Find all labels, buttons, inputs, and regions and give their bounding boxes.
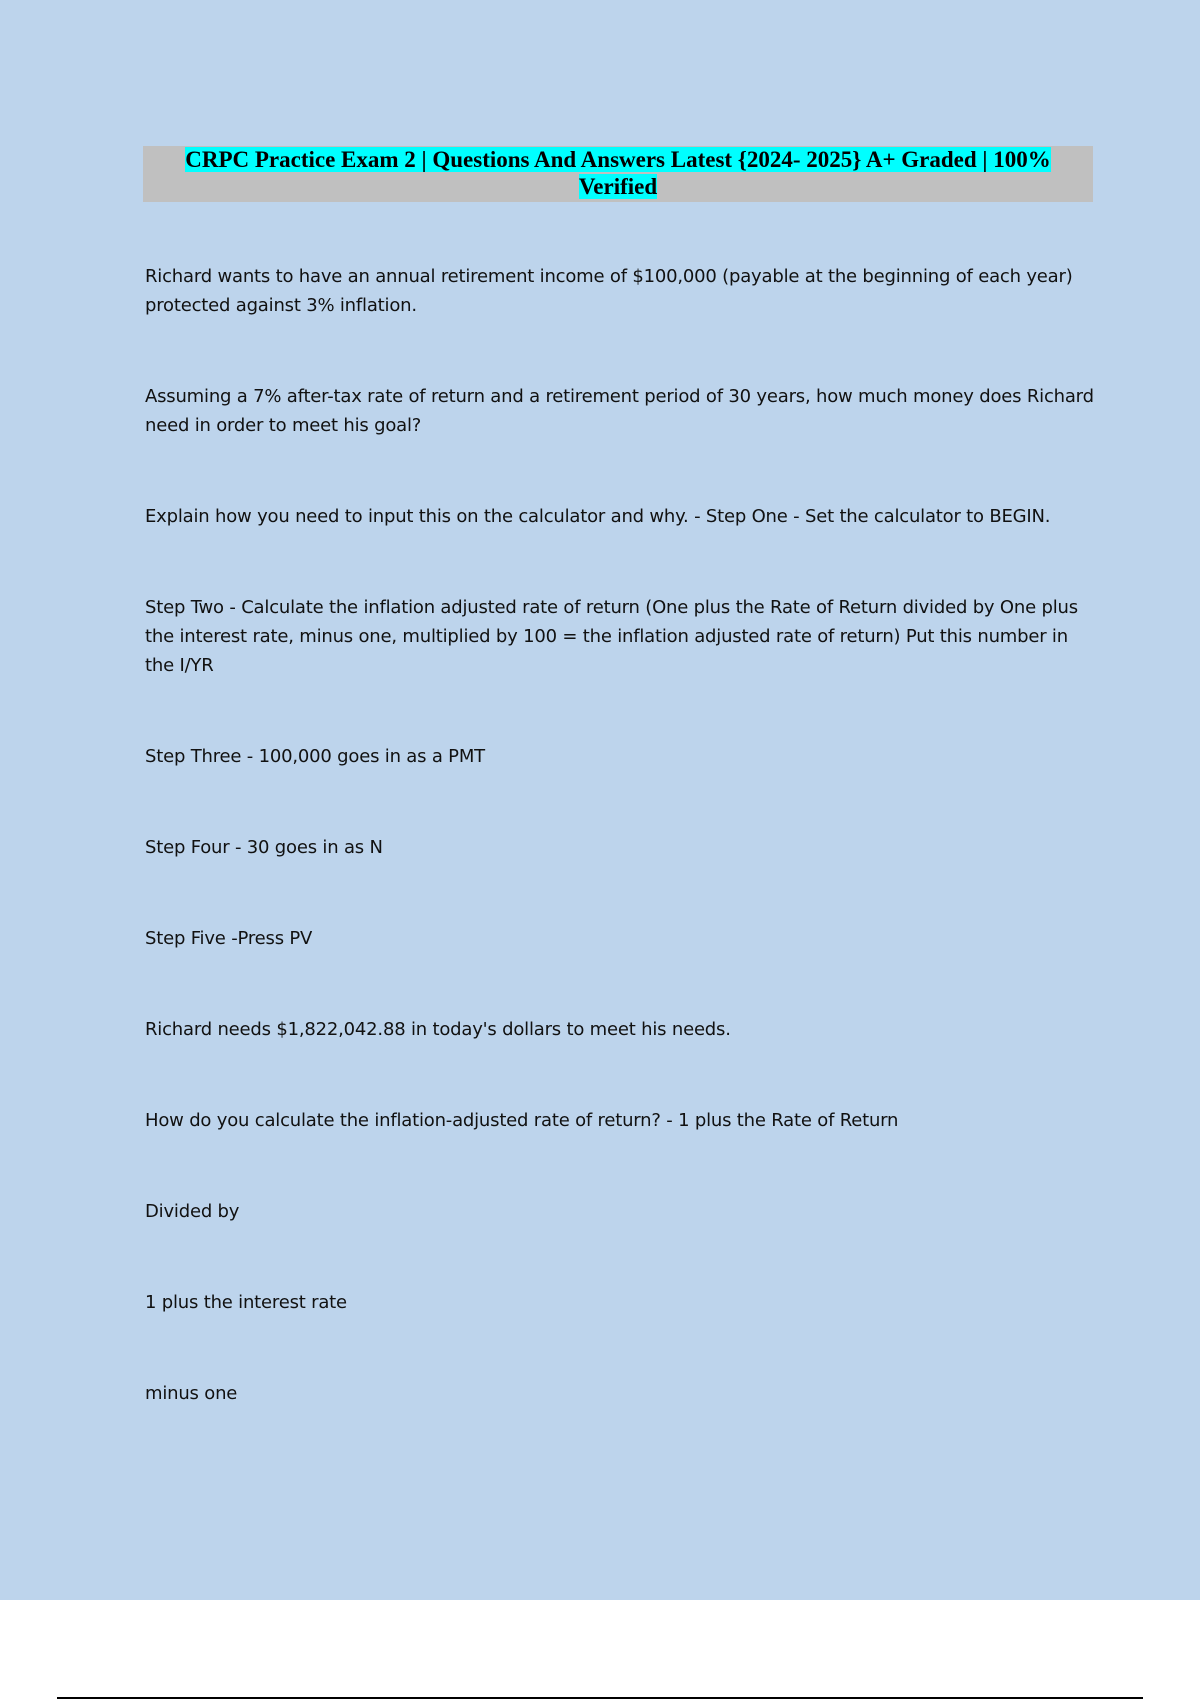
document-title — [143, 146, 1093, 202]
paragraph-answer: Richard needs $1,822,042.88 in today's dollars to meet his needs. — [145, 1019, 731, 1040]
footer-divider — [57, 1697, 1143, 1699]
paragraph-step-two: Step Two - Calculate the inflation adjusted rate of return (One plus the Rate of Return divided by One plus the interest rate, minus one, multiplied by 100 = the inflation adjusted rate of return) Put this number in the I/YR — [145, 597, 1078, 676]
paragraph-step-one: Explain how you need to input this on the calculator and why. - Step One - Set the calculator to BEGIN. — [145, 506, 1051, 527]
title-line-1: CRPC Practice Exam 2 | Questions And Answers Latest {2024- 2025} A+ Graded | 100% — [185, 147, 1051, 172]
paragraph-step-four: Step Four - 30 goes in as N — [145, 837, 383, 858]
title-line-2: Verified — [578, 174, 658, 199]
paragraph-step-five: Step Five -Press PV — [145, 928, 313, 949]
paragraph-minus-one: minus one — [145, 1383, 238, 1404]
paragraph-question-1-assumptions: Assuming a 7% after-tax rate of return and a retirement period of 30 years, how much money does Richard need in order to meet his goal? — [145, 386, 1094, 436]
paragraph-step-three: Step Three - 100,000 goes in as a PMT — [145, 746, 485, 767]
paragraph-question-2: How do you calculate the inflation-adjusted rate of return? - 1 plus the Rate of Return — [145, 1110, 899, 1131]
paragraph-interest-rate: 1 plus the interest rate — [145, 1292, 347, 1313]
paragraph-question-1: Richard wants to have an annual retirement income of $100,000 (payable at the beginning of each year) protected against 3% inflation. — [145, 266, 1073, 316]
paragraph-divided-by: Divided by — [145, 1201, 240, 1222]
